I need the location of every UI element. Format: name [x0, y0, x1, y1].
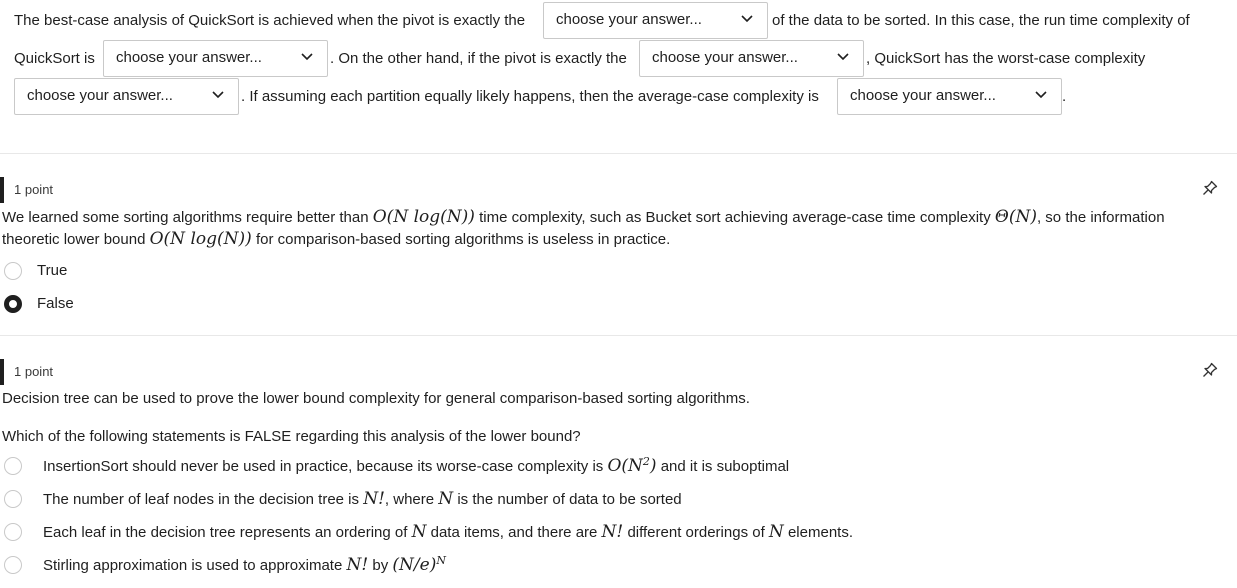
question-marker [0, 177, 4, 203]
math-expression: Θ(N) [994, 207, 1037, 227]
text-segment: Stirling approximation is used to approximate [43, 557, 343, 574]
math-expression: N! [363, 489, 385, 509]
text-segment: for comparison-based sorting algorithms is useless in practice. [255, 231, 671, 248]
option-label [43, 489, 682, 510]
radio-button-icon[interactable] [4, 523, 22, 541]
answer-dropdown-5[interactable] [837, 78, 1062, 115]
math-exponent: N [436, 554, 446, 567]
text-segment: elements. [787, 524, 854, 541]
question-text: Which of the following statements is FALSE regarding this analysis of the lower bound? [2, 428, 581, 445]
math-expression: N! [346, 555, 369, 575]
math-expression: N [438, 489, 454, 509]
fill-in-blank-question [0, 2, 1237, 122]
question-text-segment: . [1062, 88, 1067, 105]
math-expression: N! [601, 522, 624, 542]
radio-button-icon[interactable] [4, 457, 22, 475]
text-segment: by [372, 557, 389, 574]
option-label: False [37, 295, 74, 312]
option-label [43, 456, 789, 477]
math-expression: N [411, 522, 427, 542]
text-segment: InsertionSort should never be used in practice, because its worse-case complexity is [43, 458, 604, 475]
math-expression [607, 456, 656, 476]
question-divider [0, 153, 1237, 154]
text-segment: is the number of data to be sorted [457, 491, 682, 508]
dropdown-value: choose your answer... [116, 49, 262, 66]
question-intro: Decision tree can be used to prove the lower bound complexity for general comparison-based sorting algorithms. [2, 390, 750, 407]
radio-button-icon[interactable] [4, 556, 22, 574]
text-segment: time complexity, such as Bucket sort achieving average-case time complexity [479, 209, 991, 226]
answer-dropdown-3[interactable] [639, 40, 864, 77]
math-expression [392, 555, 446, 575]
option-label [43, 555, 446, 576]
text-segment: The number of leaf nodes in the decision tree is [43, 491, 360, 508]
radio-button-icon[interactable] [4, 262, 22, 280]
chevron-down-icon [835, 49, 851, 65]
dropdown-value: choose your answer... [652, 49, 798, 66]
math-expression: O(N log(N)) [149, 229, 252, 249]
math-part: (N/e) [392, 555, 437, 575]
text-segment: data items, and there are [430, 524, 598, 541]
math-part: ) [649, 456, 657, 476]
dropdown-value: choose your answer... [850, 87, 996, 104]
question-text-segment: . If assuming each partition equally likely happens, then the average-case complexity is [241, 88, 819, 105]
question-text-segment: The best-case analysis of QuickSort is achieved when the pivot is exactly the [14, 12, 526, 29]
text-segment: We learned some sorting algorithms require better than [2, 209, 369, 226]
math-expression: O(N log(N)) [372, 207, 475, 227]
chevron-down-icon [299, 49, 315, 65]
question-divider [0, 335, 1237, 336]
chevron-down-icon [1033, 87, 1049, 103]
answer-dropdown-1[interactable] [543, 2, 768, 39]
text-segment: theoretic lower bound [2, 231, 146, 248]
answer-dropdown-4[interactable] [14, 78, 239, 115]
points-label: 1 point [14, 364, 54, 379]
radio-button-icon[interactable] [4, 295, 22, 313]
dropdown-value: choose your answer... [27, 87, 173, 104]
question-text-segment: of the data to be sorted. In this case, the run time complexity of [772, 12, 1190, 29]
pin-icon[interactable] [1201, 361, 1219, 379]
question-text-segment: , QuickSort has the worst-case complexity [866, 50, 1146, 67]
chevron-down-icon [739, 11, 755, 27]
question-text-segment: . On the other hand, if the pivot is exactly the [330, 50, 627, 67]
answer-dropdown-2[interactable] [103, 40, 328, 77]
question-marker [0, 359, 4, 385]
question-text [2, 206, 1165, 229]
math-expression: N [768, 522, 784, 542]
math-exponent: 2 [642, 455, 650, 468]
option-label [43, 522, 853, 543]
text-segment: , where [384, 491, 435, 508]
chevron-down-icon [210, 87, 226, 103]
text-segment: different orderings of [627, 524, 765, 541]
question-text-segment: QuickSort is [14, 50, 95, 67]
math-part: O(N [607, 456, 643, 476]
pin-icon[interactable] [1201, 179, 1219, 197]
dropdown-value: choose your answer... [556, 11, 702, 28]
radio-button-icon[interactable] [4, 490, 22, 508]
text-segment: , so the information [1036, 209, 1165, 226]
points-label: 1 point [14, 182, 54, 197]
text-segment: and it is suboptimal [660, 458, 790, 475]
question-text-line-2 [2, 228, 670, 251]
text-segment: Each leaf in the decision tree represents an ordering of [43, 524, 408, 541]
option-label: True [37, 262, 68, 279]
